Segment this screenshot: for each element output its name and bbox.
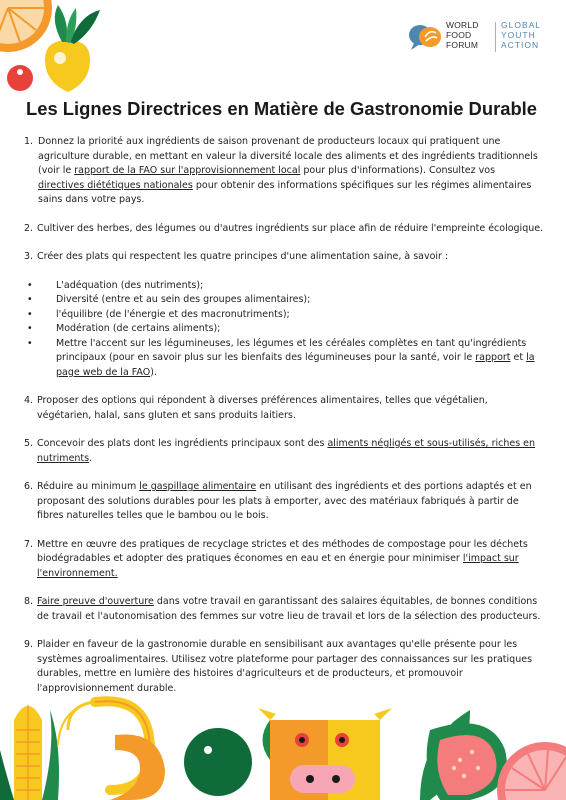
wff-line-3: FORUM [446,40,479,50]
pulses-report-link[interactable]: rapport [475,352,511,363]
item-text: . [89,452,93,464]
item-text: Cultiver des herbes, des légumes ou d'autres ingrédients sur place afin de réduire l'empreinte écologique. [37,222,544,234]
gya-line-3: ACTION [501,40,540,50]
guideline-item-6 [24,480,544,524]
item-number: 1. [24,136,34,147]
cow-icon [258,708,392,800]
item-number: 8. [24,596,34,607]
item-number: 5. [24,438,34,449]
guideline-item-4 [24,394,544,423]
item-text: Réduire au minimum [37,481,140,492]
environmental-impact-link[interactable]: l'impact sur l'environnement. [37,553,519,579]
item-text: Proposer des options qui répondent à diverses préférences alimentaires, telles que végétalien, végétarien, halal, sans gluten et sans produits laitiers. [37,395,488,421]
item-number: 4. [24,395,34,406]
corn-icon [0,705,59,800]
fao-webpage-link[interactable]: la page web de la FAO [56,352,535,378]
neglected-foods-link[interactable]: aliments négligés et sous-utilisés, riches en nutriments [37,438,536,464]
wff-line-1: WORLD [446,20,479,30]
gya-line-2: YOUTH [501,30,536,40]
gya-line-1: GLOBAL [501,20,542,30]
guideline-item-8 [24,595,544,624]
vegetable-illustration-top [0,0,110,95]
bullet-text: L'adéquation (des nutriments); [56,279,204,291]
guidelines-list [24,135,544,710]
bullet-item [24,279,544,294]
item-number: 2. [24,222,34,234]
item-text: Concevoir des plats dont les ingrédients principaux sont des [37,438,328,449]
guideline-item-7 [24,538,544,582]
dietary-guidelines-link[interactable]: directives diététiques nationales [38,179,193,191]
item-text: Plaider en faveur de la gastronomie durable en sensibilisant aux avantages qu'elle présente pour les systèmes agroalimentaires. Utilisez votre plateforme pour partager des connaissances sur les pratiques durables, mettre en lumière des histoires d'agriculteurs et de producteurs, et promouvoir l'approvisionnement durable. [37,639,533,694]
healthy-diet-principles [24,279,544,381]
logo-divider [495,22,496,52]
world-food-forum-wordmark [446,20,479,50]
food-waste-link[interactable]: le gaspillage alimentaire [139,481,257,492]
wff-line-2: FOOD [446,30,472,40]
item-number: 7. [24,538,34,550]
bullet-text: ). [150,366,157,378]
speech-bubble-icon [408,23,444,51]
item-number: 6. [24,481,34,492]
bullet-text: Diversité (entre et au sein des groupes alimentaires); [56,294,311,305]
bullet-text: et [510,352,527,363]
guideline-item-9 [24,638,544,696]
bullet-text: l'équilibre (de l'énergie et des macronutriments); [56,308,290,320]
fao-local-sourcing-link[interactable]: rapport de la FAO sur l'approvisionnement local [74,165,301,176]
item-text: pour plus d'informations). Consultez vos [300,165,496,176]
guideline-item-1 [24,135,544,208]
item-text: en utilisant des ingrédients et des portions adaptés et en proposant des solutions durables pour les plats à emporter, avec des matériaux fabriqués à partir de fibres naturelles telles que le bambou ou le bois. [37,481,532,521]
bullet-text: Mettre l'accent sur les légumineuses, les légumes et les céréales complètes en tant qu'ingrédients principaux (pour en savoir plus sur les bienfaits des légumineuses pour la santé, voir le [56,337,527,363]
item-text: pour obtenir des informations spécifiques sur les régimes alimentaires sains dans votre pays. [38,179,532,205]
bullet-symbol: • [27,337,33,349]
bullet-symbol: • [27,323,33,334]
page-title: Les Lignes Directrices en Matière de Gastronomie Durable [26,98,538,119]
world-food-forum-logo [408,20,553,54]
global-youth-action-wordmark [501,20,541,50]
item-text: Donnez la priorité aux ingrédients de saison provenant de producteurs locaux qui pratiquent une agriculture durable, en mettant en valeur la diversité locale des aliments et des ingrédients traditionnels (voir le [38,136,538,176]
bullet-item [24,322,544,337]
bullet-item [24,337,544,381]
bullet-symbol: • [27,294,33,305]
item-number: 3. [24,251,34,262]
bullet-item [24,308,544,323]
bullet-item [24,293,544,308]
guideline-item-5 [24,437,544,466]
item-text: Créer des plats qui respectent les quatre principes d'une alimentation saine, à savoir : [37,251,449,262]
bullet-text: Modération (de certains aliments); [56,323,221,334]
guideline-item-3 [24,250,544,265]
food-illustration-bottom [0,690,566,800]
guideline-item-2 [24,222,544,237]
item-number: 9. [24,639,34,650]
bullet-symbol: • [27,279,33,291]
grapefruit-icon [497,742,566,800]
pea-icon [184,728,252,796]
item-text: dans votre travail en garantissant des salaires équitables, de bonnes conditions de travail et l'autonomisation des femmes sur votre lieu de travail et lors de la sélection des producteurs. [37,596,541,622]
openness-link[interactable]: Faire preuve d'ouverture [37,596,154,607]
item-text: Mettre en œuvre des pratiques de recyclage strictes et des méthodes de compostage pour les déchets biodégradables et adopter des pratiques économes en eau et en énergie pour minimiser [37,538,528,564]
bullet-symbol: • [27,308,33,320]
guava-icon [427,723,507,800]
